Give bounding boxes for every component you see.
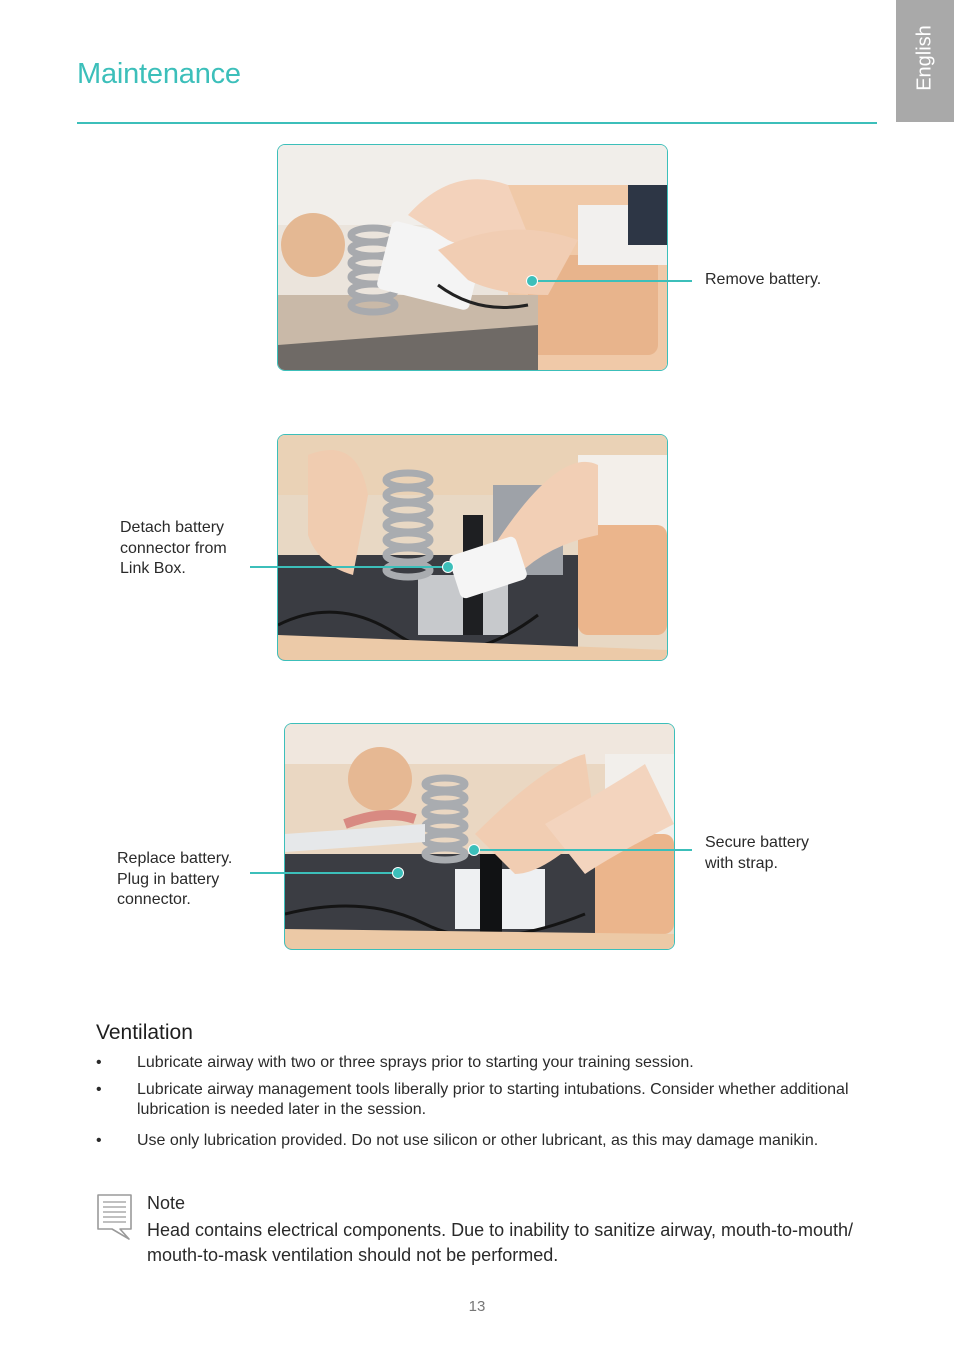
leader-line: [250, 566, 448, 568]
callout-remove-battery: Remove battery.: [705, 271, 822, 288]
leader-dot: [392, 867, 404, 879]
language-tab[interactable]: [896, 0, 954, 122]
ventilation-list: [96, 1053, 886, 1151]
photo-replace-battery: [284, 723, 675, 950]
page-title: Maintenance: [77, 58, 241, 90]
leader-line: [474, 849, 692, 851]
title-divider: [77, 122, 877, 124]
list-item: • Use only lubrication provided. Do not use silicon or other lubricant, as this may damage manikin.: [96, 1131, 886, 1151]
language-tab-label: English: [913, 25, 936, 91]
photo-remove-battery: [277, 144, 668, 371]
note-title: Note: [147, 1193, 186, 1213]
note-icon: [96, 1193, 134, 1246]
list-item: • Lubricate airway with two or three sprays prior to starting your training session.: [96, 1053, 886, 1073]
callout-replace-battery: Replace battery. Plug in battery connector.: [117, 850, 233, 908]
list-item: • Lubricate airway management tools liberally prior to starting intubations. Consider whether additional lubrication is needed later in the session.: [96, 1080, 886, 1120]
page-number: 13: [468, 1298, 486, 1315]
leader-line: [532, 280, 692, 282]
callout-secure-strap: Secure battery with strap.: [705, 834, 810, 872]
note-text: Head contains electrical components. Due to inability to sanitize airway, mouth-to-mouth/ mouth-to-mask ventilation should not be performed.: [147, 1220, 854, 1265]
leader-dot: [442, 561, 454, 573]
callout-detach-connector: Detach battery connector from Link Box.: [120, 519, 227, 577]
section-heading-ventilation: Ventilation: [96, 1021, 193, 1044]
leader-line: [250, 872, 398, 874]
leader-dot: [468, 844, 480, 856]
leader-dot: [526, 275, 538, 287]
photo-detach-connector: [277, 434, 668, 661]
